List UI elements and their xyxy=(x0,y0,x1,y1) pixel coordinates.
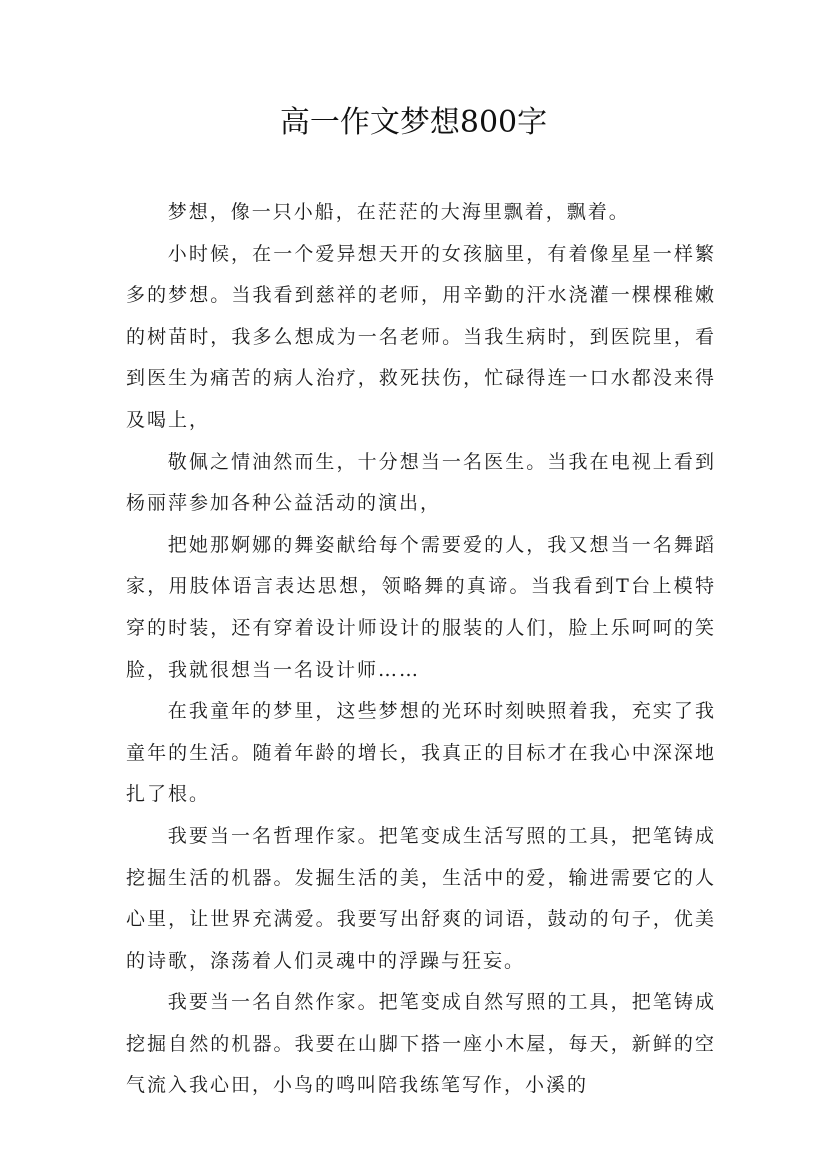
document-title: 高一作文梦想800字 xyxy=(279,105,548,140)
paragraph: 我要当一名自然作家。把笔变成自然写照的工具，把笔铸成挖掘自然的机器。我要在山脚下搭一座小木屋，每天，新鲜的空气流入我心田，小鸟的鸣叫陪我练笔写作，小溪的 xyxy=(126,991,716,1097)
paragraph: 敬佩之情油然而生，十分想当一名医生。当我在电视上看到杨丽萍参加各种公益活动的演出， xyxy=(126,450,716,515)
paragraph: 梦想，像一只小船，在茫茫的大海里飘着，飘着。 xyxy=(167,201,630,223)
paragraph: 我要当一名哲理作家。把笔变成生活写照的工具，把笔铸成挖掘生活的机器。发掘生活的美，生活中的爱，输进需要它的人心里，让世界充满爱。我要写出舒爽的词语，鼓动的句子，优美的诗歌，涤荡着人们灵魂中的浮躁与狂妄。 xyxy=(126,824,716,972)
paragraph: 小时候，在一个爱异想天开的女孩脑里，有着像星星一样繁多的梦想。当我看到慈祥的老师，用辛勤的汗水浇灌一棵棵稚嫩的树苗时，我多么想成为一名老师。当我生病时，到医院里，看到医生为痛苦的病人治疗，救死扶伤，忙碌得连一口水都没来得及喝上， xyxy=(126,242,716,431)
paragraph: 把她那婀娜的舞姿献给每个需要爱的人，我又想当一名舞蹈家，用肢体语言表达思想，领略舞的真谛。当我看到T台上模特穿的时装，还有穿着设计师设计的服装的人们，脸上乐呵呵的笑脸，我就很想当一名设计师…… xyxy=(126,533,716,681)
document-body xyxy=(126,192,716,1107)
paragraph: 在我童年的梦里，这些梦想的光环时刻映照着我，充实了我童年的生活。随着年龄的增长，我真正的目标才在我心中深深地扎了根。 xyxy=(126,700,716,806)
